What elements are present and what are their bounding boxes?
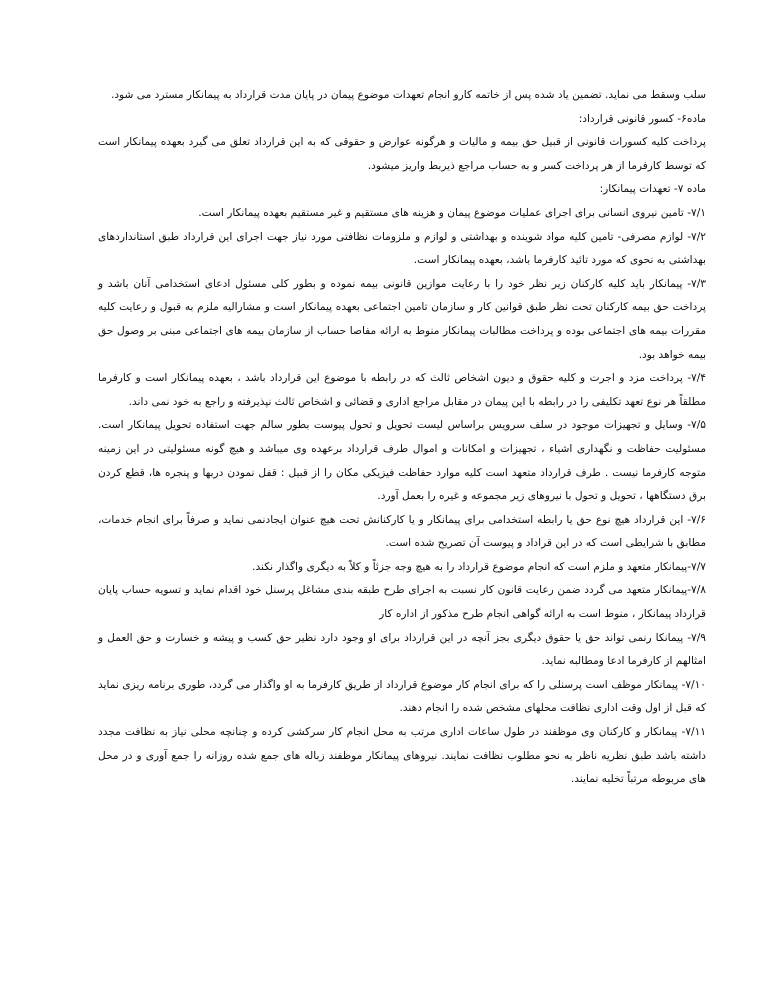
paragraph-legal-deductions: پرداخت کلیه کسورات قانونی از قبیل حق بیمه و مالیات و هرگونه عوارض و حقوقی که به این قرارداد تعلق می گیرد بعهده پیمانکار است که توسط کارفرما از هر پرداخت کسر و به حساب مراجع ذیربط واریز میشود. — [98, 136, 706, 172]
heading-article-7: ماده ۷- تعهدات پیمانکار: — [599, 183, 706, 196]
clause-7-1: ۷/۱- تامین نیروی انسانی برای اجرای عملیات موضوع پیمان و هزینه های مستقیم و غیر مستقیم بعهده پیمانکار است. — [198, 206, 706, 219]
clause-7-10: ۷/۱۰- پیمانکار موظف است پرسنلی را که برای انجام کار موضوع قرارداد از طریق کارفرما به او واگذار می گردد، طوری برنامه ریزی نماید که قبل از اول وقت اداری نظافت محلهای مشخص شده را انجام دهند. — [98, 678, 706, 715]
clause-7-2: ۷/۲- لوازم مصرفی- تامین کلیه مواد شوینده و بهداشتی و لوازم و ملزومات نظافتی مورد نیاز جهت اجرای این قرارداد طبق استانداردهای بهداشتی به نحوی که مورد تائید کارفرما باشد، بعهده پیمانکار است. — [98, 230, 706, 267]
clause-7-4: ۷/۴- پرداخت مزد و اجرت و کلیه حقوق و دیون اشخاص ثالث که در رابطه با موضوع این قرارداد باشد ، بعهده پیمانکار است و کارفرما مطلقاً هر نوع تعهد تکلیفی را در رابطه با این پیمان در مقابل مراجع اداری و قضائی و اشخاص ثالث نپذیرفته و راجع به خود نمی داند. — [98, 372, 706, 408]
paragraph-guarantee-release: سلب وسقط می نماید. تضمین یاد شده پس از خاتمه کارو انجام تعهدات موضوع پیمان در پایان مدت قرارداد به پیمانکار مسترد می شود. — [110, 89, 706, 101]
clause-7-11: ۷/۱۱- پیمانکار و کارکنان وی موظفند در طول ساعات اداری مرتب به محل انجام کار سرکشی کرده و چنانچه محلی نیاز به نظافت مجدد داشته باشد طبق نظریه ناظر به نحو مطلوب نظافت نمایند. نیروهای پیمانکار موظفند زباله های جمع شده روزانه را جمع آوری و در محل های مربوطه مرتباً تخلیه نمایند. — [98, 726, 706, 786]
document-body — [98, 84, 706, 792]
clause-7-6: ۷/۶- این قرارداد هیچ نوع حق یا رابطه استخدامی برای پیمانکار و یا کارکنانش تحت هیچ عنوان ایجادنمی نماید و صرفاً برای انجام خدمات، مطابق با شرایطی است که در این قراداد و پیوست آن تصریح شده است. — [98, 513, 706, 550]
heading-article-6: ماده۶- کسور قانونی قرارداد: — [578, 112, 706, 125]
clause-7-5: ۷/۵- وسایل و تجهیزات موجود در سلف سرویس براساس لیست تحویل و تحول پیوست بطور سالم جهت استفاده تحویل پیمانکار است. مسئولیت حفاظت و نگهداری اشیاء ، تجهیزات و امکانات و اموال طرف قرارداد برعهده وی میباشد و هیچ گونه مسئولیتی در این زمینه متوجه کارفرما نیست . طرف قرارداد متعهد است کلیه موارد حفاظت فیزیکی مکان را از قبیل : قفل نمودن دربها و پنجره ها، قطع کردن برق دستگاهها ، تحویل و تحول با نیروهای زیر مجموعه و غیره را بعمل آورد. — [98, 419, 706, 503]
clause-7-7: ۷/۷-پیمانکار متعهد و ملزم است که انجام موضوع قرارداد را به هیچ وجه جزئاً و کلاً به دیگری واگذار نکند. — [252, 560, 706, 573]
clause-7-8: ۷/۸-پیمانکار متعهد می گردد ضمن رعایت قانون کار نسبت به اجرای طرح طبقه بندی مشاغل پرسنل خود اقدام نماید و تسویه حساب پایان قرارداد پیمانکار ، منوط است به ارائه گواهی انجام طرح مذکور از اداره کار — [98, 584, 706, 621]
clause-7-9: ۷/۹- پیمانکا رنمی تواند حق یا حقوق دیگری بجز آنچه در این قرارداد برای او وجود دارد نظیر حق کسب و پیشه و خسارت و حق العمل و امثالهم از کارفرما ادعا ومطالبه نماید. — [98, 631, 706, 668]
clause-7-3: ۷/۳- پیمانکار باید کلیه کارکنان زیر نظر خود را با رعایت موازین قانونی بیمه نموده و بطور کلی مسئول ادعای استخدامی آنان باشد و پرداخت حق بیمه کارکنان تحت نظر طبق قوانین کار و سازمان تامین اجتماعی بعهده پیمانکار است و مشارالیه ملزم به قبول و رعایت کلیه مقررات بیمه های اجتماعی بوده و پرداخت مطالبات پیمانکار منوط به ارائه مفاصا حساب از سازمان بیمه های اجتماعی مبنی بر وصول حق بیمه خواهد بود. — [98, 277, 706, 361]
